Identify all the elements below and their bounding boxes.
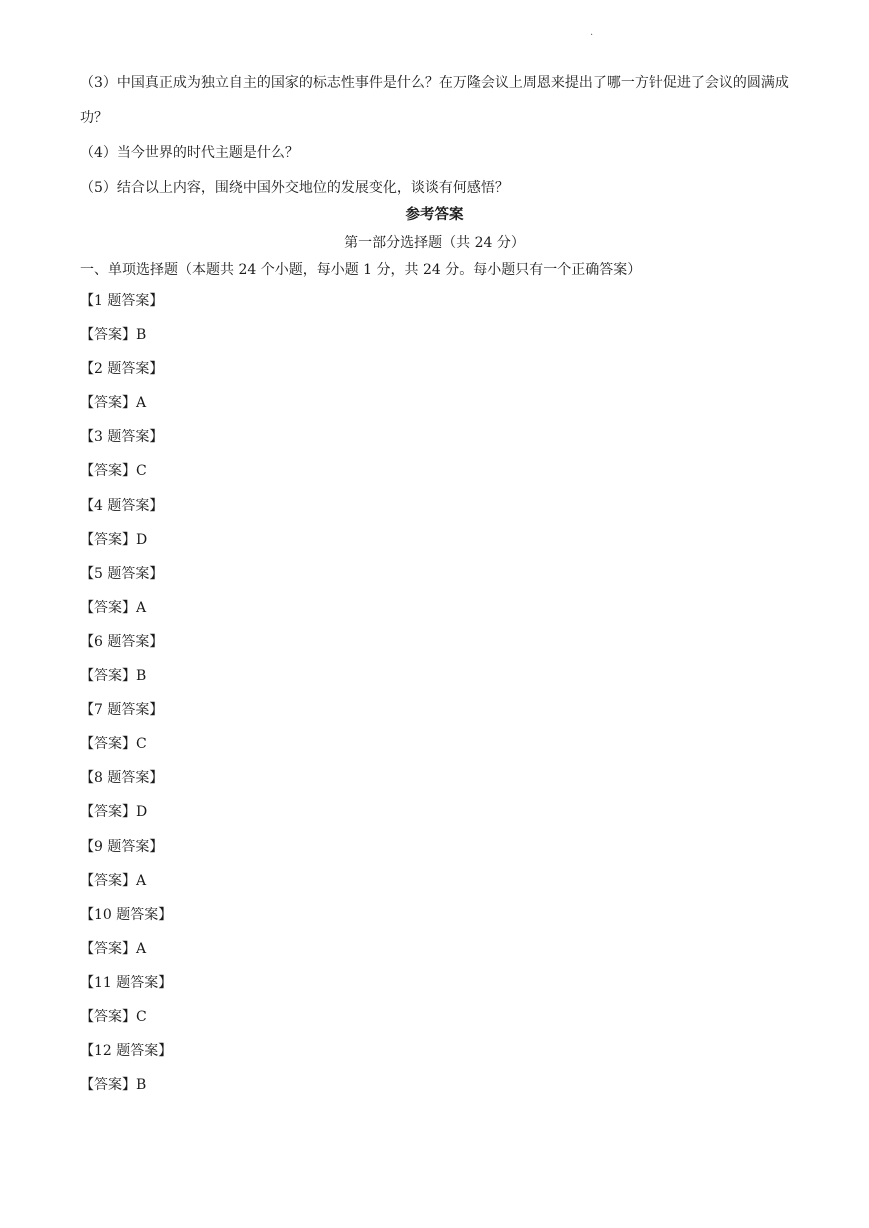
answer-value: 【答案】C (80, 736, 147, 753)
answer-heading: 【3 题答案】 (80, 429, 164, 446)
answer-value: 【答案】B (80, 668, 147, 685)
answer-value: 【答案】C (80, 463, 147, 480)
answer-heading: 【12 题答案】 (80, 1043, 173, 1060)
question-list (80, 66, 800, 206)
answer-value: 【答案】B (80, 1077, 147, 1094)
answer-heading: 【8 题答案】 (80, 770, 164, 787)
answer-heading: 【6 题答案】 (80, 633, 164, 650)
answer-heading: 【7 题答案】 (80, 702, 164, 719)
answer-value: 【答案】D (80, 804, 148, 821)
part-title: 第一部分选择题（共 24 分） (344, 235, 525, 251)
answer-heading: 【4 题答案】 (80, 497, 164, 514)
answer-heading: 【5 题答案】 (80, 565, 164, 582)
answer-heading: 【11 题答案】 (80, 974, 173, 991)
question-4: （4）当今世界的时代主题是什么？ (80, 145, 299, 161)
answer-heading: 【9 题答案】 (80, 838, 164, 855)
answer-value: 【答案】A (80, 872, 147, 889)
question-5: （5）结合以上内容，围绕中国外交地位的发展变化，谈谈有何感悟？ (80, 180, 509, 196)
section-title: 一、单项选择题（本题共 24 个小题，每小题 1 分，共 24 分。每小题只有一个正确答案） (80, 262, 642, 278)
answer-key-title: 参考答案 (405, 206, 464, 223)
answer-heading: 【10 题答案】 (80, 906, 173, 923)
question-3: （3）中国真正成为独立自主的国家的标志性事件是什么？在万隆会议上周恩来提出了哪一方针促进了会议的圆满成功？ (80, 75, 789, 126)
answer-value: 【答案】A (80, 940, 147, 957)
page-mark: · (590, 30, 594, 41)
answer-heading: 【2 题答案】 (80, 361, 164, 378)
answer-value: 【答案】B (80, 327, 147, 344)
answer-value: 【答案】A (80, 395, 147, 412)
answer-value: 【答案】A (80, 599, 147, 616)
answer-value: 【答案】D (80, 531, 148, 548)
answer-heading: 【1 题答案】 (80, 293, 164, 309)
answer-value: 【答案】C (80, 1008, 147, 1025)
answer-list (80, 284, 480, 1102)
